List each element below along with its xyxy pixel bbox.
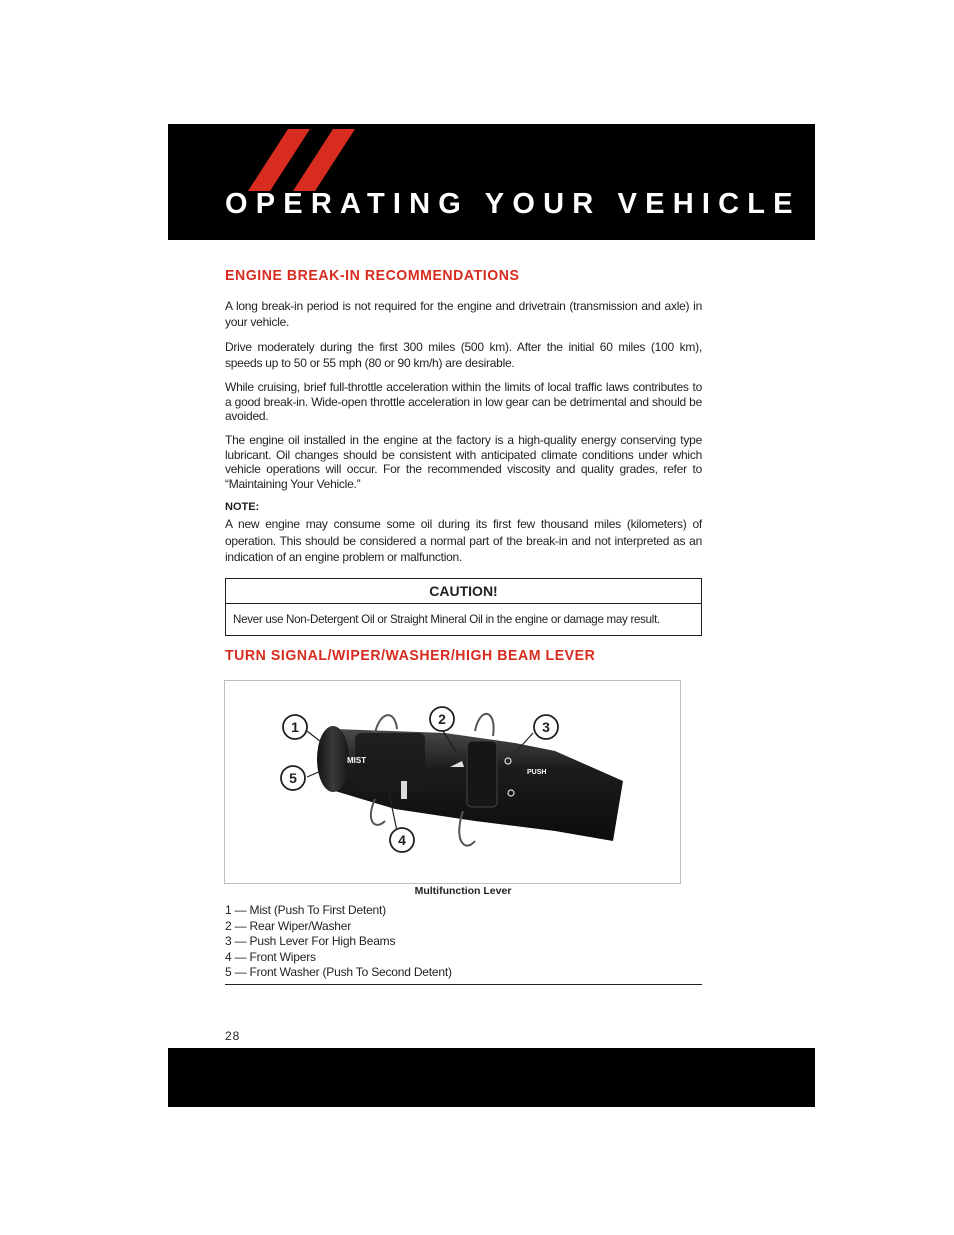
caution-title: CAUTION! bbox=[226, 579, 701, 604]
note-text: A new engine may consume some oil during its first few thousand miles (kilometers) of operation. This should be considered a normal part of the break-in and not interpreted as an indication of an engine problem or malfunction. bbox=[225, 517, 702, 564]
callout-4: 4 bbox=[398, 832, 406, 848]
multifunction-lever-figure bbox=[224, 680, 681, 884]
callout-2: 2 bbox=[438, 711, 446, 727]
legend-item: 1 — Mist (Push To First Detent) bbox=[225, 903, 386, 917]
paragraph: The engine oil installed in the engine at the factory is a high-quality energy conserving type lubricant. Oil changes should be consistent with anticipated climate conditions under which vehicle operations will occur. For the recommended viscosity and quality grades, refer to “Maintaining Your Vehicle.” bbox=[225, 433, 702, 491]
caution-box bbox=[225, 578, 702, 636]
figure-legend bbox=[225, 903, 452, 981]
push-label: PUSH bbox=[527, 769, 547, 776]
brand-stripes-logo bbox=[248, 129, 358, 191]
multifunction-lever-illustration bbox=[225, 681, 680, 883]
paragraph: Drive moderately during the first 300 miles (500 km). After the initial 60 miles (100 km), speeds up to 50 or 55 mph (80 or 90 km/h) are desirable. bbox=[225, 340, 702, 370]
page-number: 28 bbox=[225, 1029, 241, 1043]
legend-item: 4 — Front Wipers bbox=[225, 949, 316, 964]
section-heading-engine-break-in: ENGINE BREAK-IN RECOMMENDATIONS bbox=[225, 267, 520, 284]
page-footer-band bbox=[168, 1048, 815, 1107]
caution-text: Never use Non-Detergent Oil or Straight Mineral Oil in the engine or damage may result. bbox=[233, 613, 660, 626]
legend-item: 2 — Rear Wiper/Washer bbox=[225, 918, 352, 933]
divider bbox=[225, 984, 702, 985]
paragraph: While cruising, brief full-throttle acceleration within the limits of local traffic laws contributes to a good break-in. Wide-open throttle acceleration in low gear can be detrimental and should be avoided. bbox=[225, 380, 702, 423]
note-label: NOTE: bbox=[225, 501, 260, 513]
figure-caption: Multifunction Lever bbox=[414, 885, 512, 897]
mist-label: MIST bbox=[347, 756, 367, 765]
legend-item: 3 — Push Lever For High Beams bbox=[225, 934, 396, 948]
callout-1: 1 bbox=[291, 719, 299, 735]
legend-item: 5 — Front Washer (Push To Second Detent) bbox=[225, 965, 452, 979]
paragraph: A long break-in period is not required for the engine and drivetrain (transmission and axle) in your vehicle. bbox=[225, 299, 702, 329]
callout-3: 3 bbox=[542, 719, 550, 735]
callout-5: 5 bbox=[289, 770, 297, 786]
chapter-header bbox=[168, 124, 815, 240]
chapter-title: OPERATING YOUR VEHICLE bbox=[225, 188, 801, 220]
section-heading-turn-signal-lever: TURN SIGNAL/WIPER/WASHER/HIGH BEAM LEVER bbox=[225, 647, 596, 664]
